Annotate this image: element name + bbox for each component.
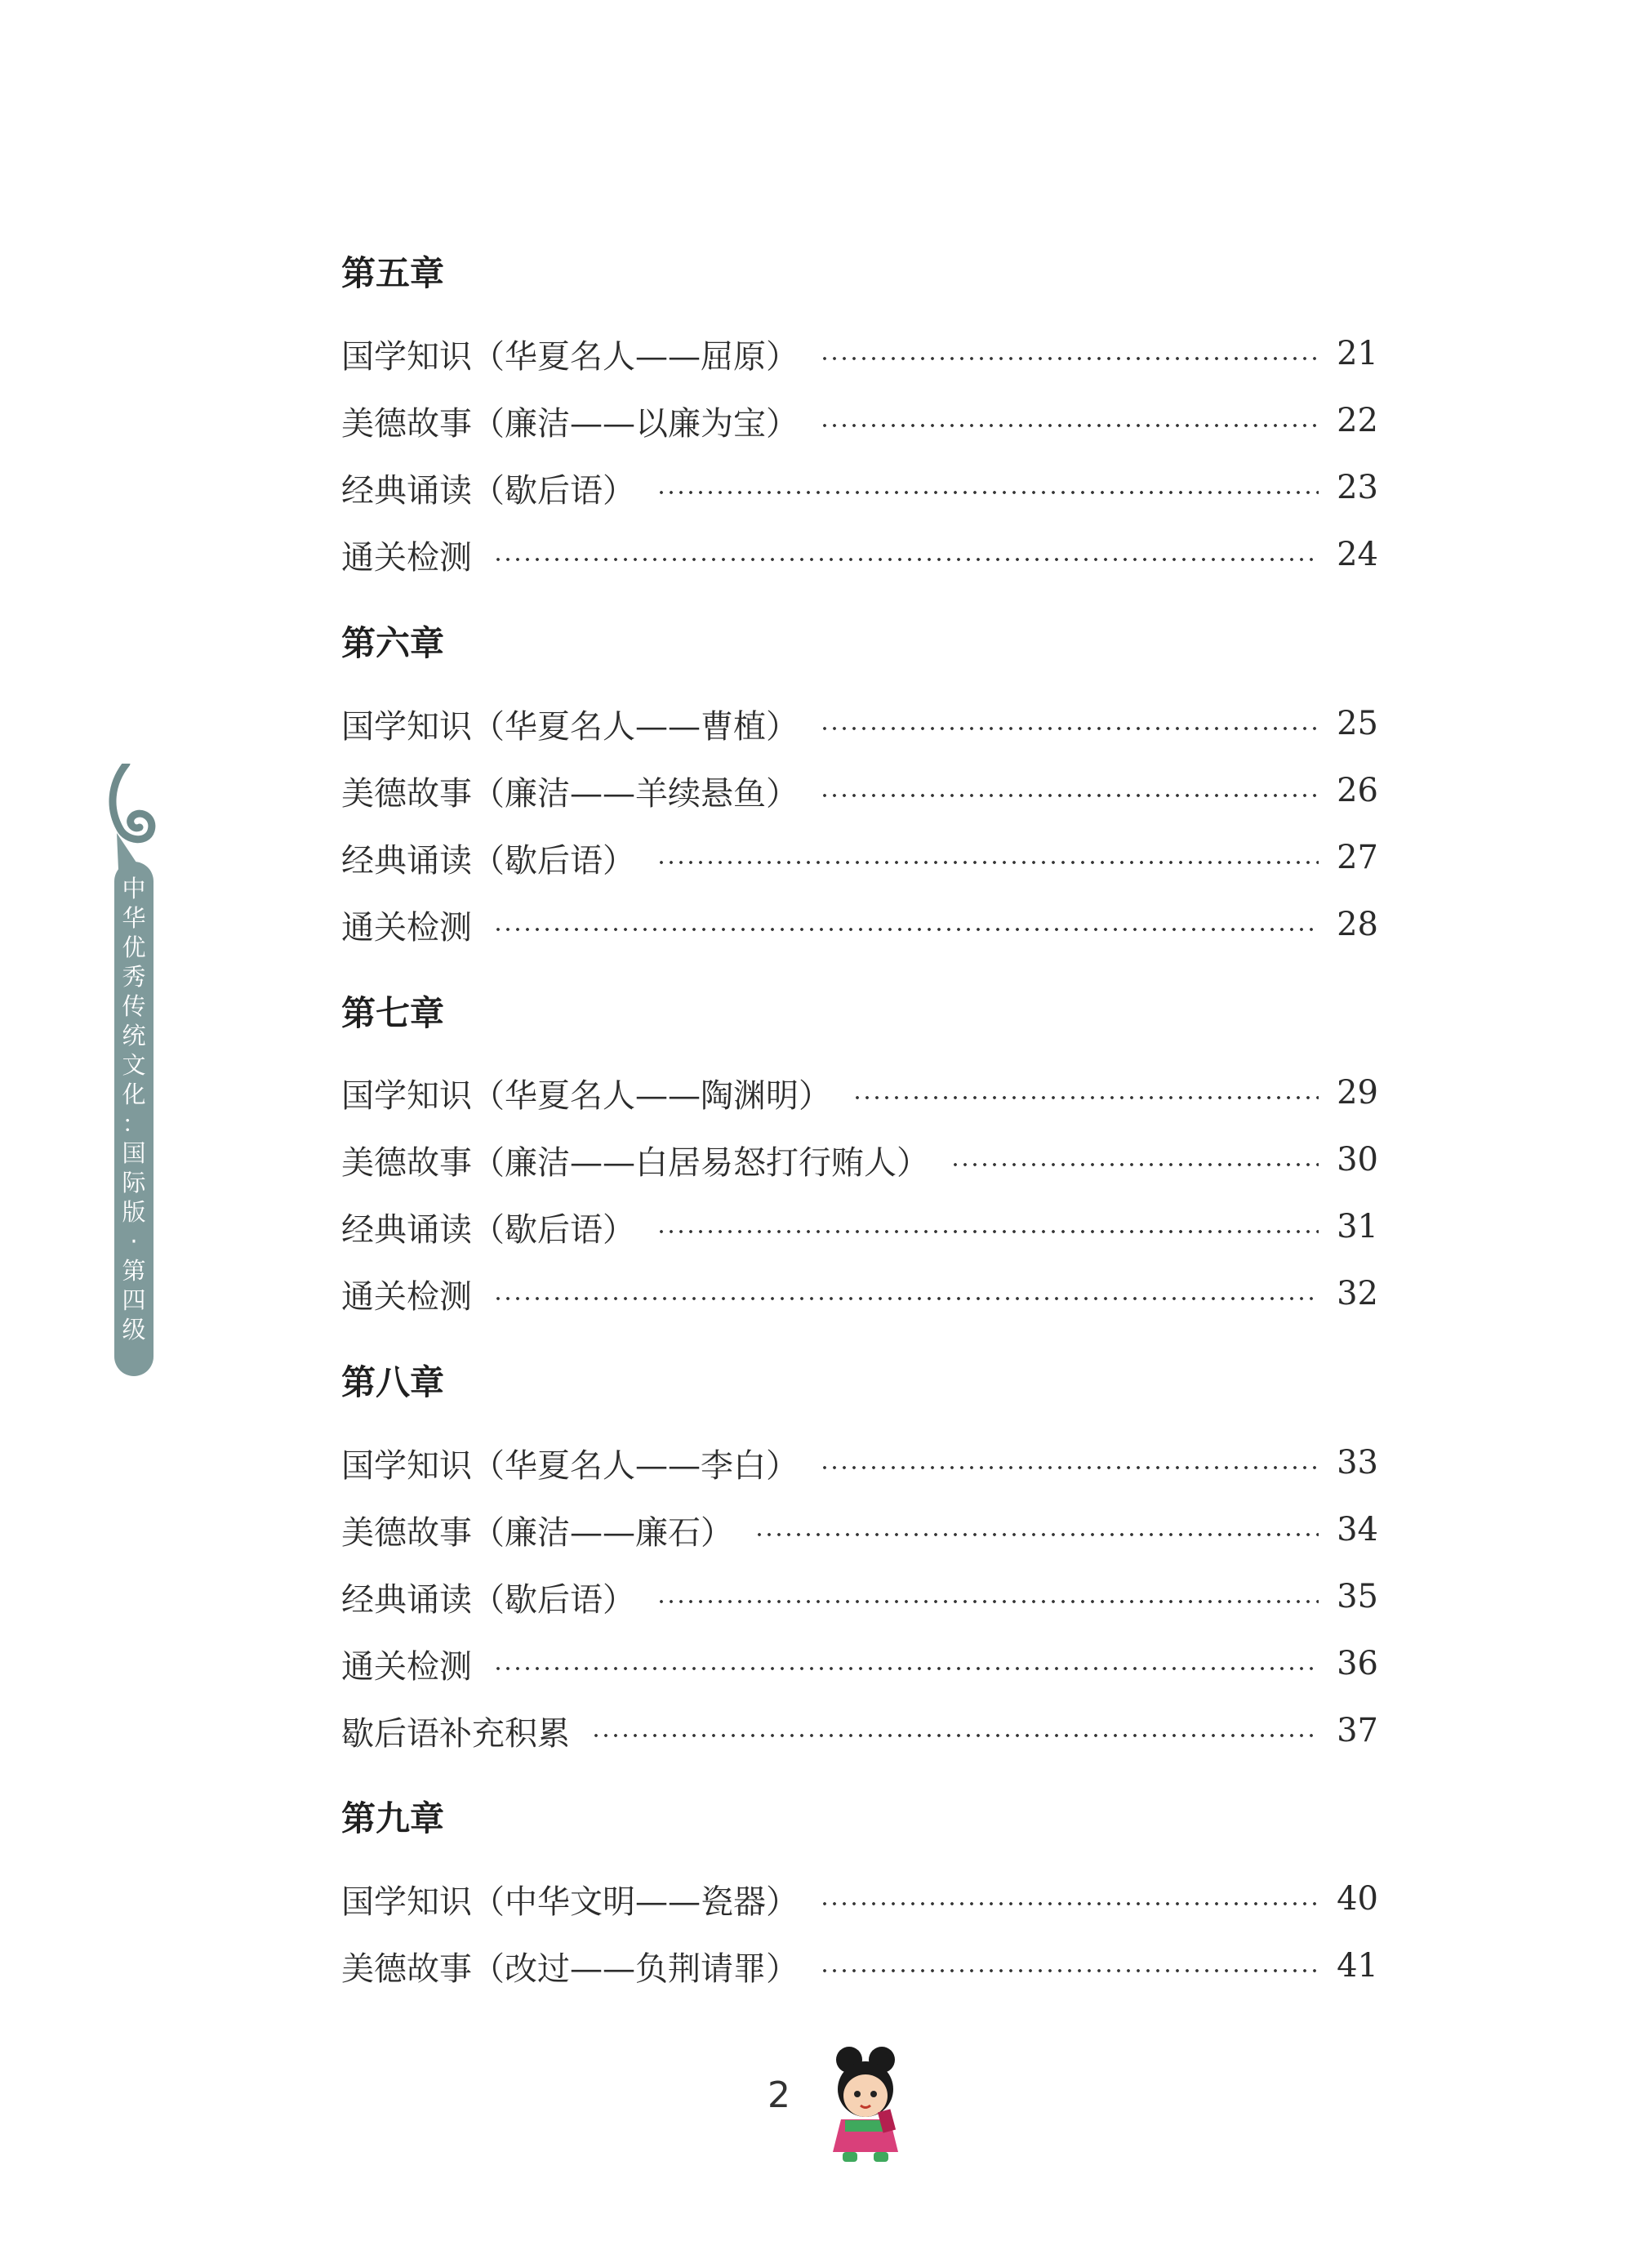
toc-entry-title: 美德故事（廉洁——白居易怒打行贿人）	[341, 1143, 929, 1182]
side-tab-char: 华	[122, 904, 146, 932]
toc-entry-title: 经典诵读（歇后语）	[341, 1210, 635, 1249]
dot-leader	[493, 928, 1319, 931]
toc-entry-page: 27	[1337, 839, 1378, 876]
dot-leader	[820, 794, 1319, 797]
chapter-heading: 第五章	[341, 253, 445, 293]
dot-leader	[852, 1096, 1319, 1099]
dot-leader	[656, 491, 1319, 494]
toc-entry-title: 国学知识（华夏名人——李白）	[341, 1446, 799, 1485]
toc-entry-title: 国学知识（华夏名人——陶渊明）	[341, 1076, 831, 1115]
toc-entry-page: 37	[1337, 1712, 1378, 1749]
mascot-girl-icon	[816, 2042, 914, 2164]
toc-entry-page: 33	[1337, 1444, 1378, 1482]
dot-leader	[754, 1533, 1319, 1536]
dot-leader	[656, 861, 1319, 864]
toc-entry-page: 25	[1337, 705, 1378, 742]
toc-entry-page: 26	[1337, 772, 1378, 809]
toc-entry-title: 经典诵读（歇后语）	[341, 841, 635, 880]
toc-entry-title: 美德故事（廉洁——以廉为宝）	[341, 404, 799, 443]
toc-entry-page: 34	[1337, 1511, 1378, 1548]
dot-leader	[950, 1163, 1319, 1166]
page-number: 2	[768, 2074, 790, 2116]
toc-entry-title: 国学知识（华夏名人——屈原）	[341, 337, 799, 376]
side-tab-char: 版	[122, 1198, 146, 1226]
toc-entry[interactable]	[341, 900, 1378, 949]
chapter-heading: 第九章	[341, 1798, 445, 1838]
toc-entry-page: 32	[1337, 1275, 1378, 1312]
toc-entry[interactable]	[341, 1438, 1378, 1487]
toc-entry-title: 美德故事（改过——负荆请罪）	[341, 1949, 799, 1988]
toc-entry-title: 经典诵读（歇后语）	[341, 471, 635, 510]
toc-entry[interactable]	[341, 1572, 1378, 1621]
toc-entry-page: 22	[1337, 402, 1378, 439]
toc-entry-page: 30	[1337, 1141, 1378, 1179]
side-tab-char: ：	[122, 1110, 146, 1138]
side-tab-char: 秀	[122, 963, 146, 991]
toc-entry[interactable]	[341, 530, 1378, 579]
toc-entry-title: 通关检测	[341, 908, 472, 947]
toc-entry[interactable]	[341, 463, 1378, 512]
toc-entry-page: 28	[1337, 906, 1378, 943]
table-of-contents	[341, 0, 1378, 2268]
side-tab-char: 文	[122, 1051, 146, 1079]
dot-leader	[820, 357, 1319, 360]
toc-entry-page: 21	[1337, 335, 1378, 372]
toc-entry[interactable]	[341, 833, 1378, 882]
toc-entry-title: 通关检测	[341, 1277, 472, 1316]
toc-entry[interactable]	[341, 396, 1378, 445]
dot-leader	[820, 727, 1319, 730]
dot-leader	[820, 424, 1319, 427]
toc-entry[interactable]	[341, 1639, 1378, 1688]
side-tab-char: 传	[122, 992, 146, 1020]
toc-entry-title: 美德故事（廉洁——廉石）	[341, 1513, 733, 1552]
toc-entry-page: 31	[1337, 1208, 1378, 1245]
toc-entry[interactable]	[341, 1269, 1378, 1318]
toc-entry[interactable]	[341, 1135, 1378, 1184]
toc-entry[interactable]	[341, 1706, 1378, 1755]
side-tab-char: 中	[122, 875, 146, 902]
toc-entry-title: 通关检测	[341, 538, 472, 577]
toc-entry[interactable]	[341, 1941, 1378, 1990]
toc-entry[interactable]	[341, 1874, 1378, 1923]
toc-entry-page: 24	[1337, 536, 1378, 573]
toc-entry[interactable]	[341, 766, 1378, 815]
toc-entry[interactable]	[341, 699, 1378, 748]
toc-entry-title: 国学知识（华夏名人——曹植）	[341, 707, 799, 746]
dot-leader	[820, 1902, 1319, 1905]
dot-leader	[820, 1969, 1319, 1972]
toc-entry-title: 歇后语补充积累	[341, 1714, 570, 1753]
toc-entry-title: 通关检测	[341, 1647, 472, 1686]
dot-leader	[493, 558, 1319, 561]
toc-entry-title: 国学知识（中华文明——瓷器）	[341, 1883, 799, 1921]
chapter-heading: 第六章	[341, 623, 445, 663]
side-tab-label	[114, 874, 154, 1344]
toc-entry[interactable]	[341, 1068, 1378, 1117]
dot-leader	[493, 1297, 1319, 1300]
side-tab-char: 优	[122, 933, 146, 961]
dot-leader	[656, 1230, 1319, 1233]
dot-leader	[493, 1667, 1319, 1670]
toc-entry[interactable]	[341, 1202, 1378, 1251]
dot-leader	[591, 1734, 1319, 1737]
side-tab-char: 化	[122, 1081, 146, 1108]
dot-leader	[820, 1466, 1319, 1469]
side-tab-char: 际	[122, 1169, 146, 1196]
dot-leader	[656, 1600, 1319, 1603]
swirl-ornament-icon	[102, 764, 159, 870]
toc-entry-title: 经典诵读（歇后语）	[341, 1580, 635, 1619]
side-tab-char: 级	[122, 1316, 146, 1343]
toc-entry-page: 23	[1337, 469, 1378, 506]
toc-entry-page: 29	[1337, 1074, 1378, 1112]
toc-entry-page: 35	[1337, 1578, 1378, 1615]
toc-entry[interactable]	[341, 1505, 1378, 1554]
toc-entry-page: 40	[1337, 1880, 1378, 1918]
side-tab-char: ·	[130, 1228, 138, 1255]
toc-entry-title: 美德故事（廉洁——羊续悬鱼）	[341, 774, 799, 813]
side-tab-char: 四	[122, 1286, 146, 1314]
side-tab-char: 统	[122, 1022, 146, 1049]
side-tab-char: 国	[122, 1139, 146, 1167]
toc-entry-page: 36	[1337, 1645, 1378, 1682]
toc-entry-page: 41	[1337, 1947, 1378, 1985]
side-tab-char: 第	[122, 1257, 146, 1285]
toc-entry[interactable]	[341, 329, 1378, 378]
chapter-heading: 第七章	[341, 993, 445, 1033]
chapter-heading: 第八章	[341, 1362, 445, 1402]
